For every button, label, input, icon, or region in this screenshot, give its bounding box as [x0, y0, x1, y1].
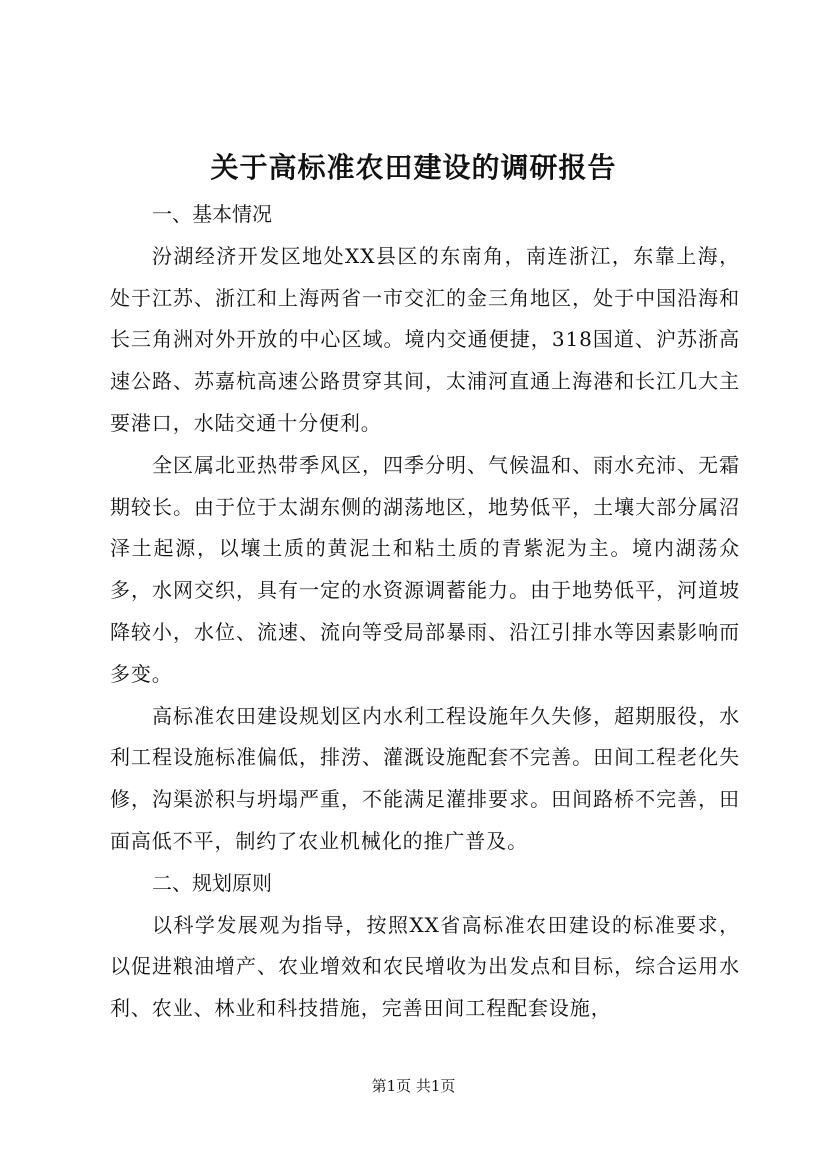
page-footer: 第1页 共1页 — [371, 1077, 456, 1095]
paragraph: 汾湖经济开发区地处XX县区的东南角，南连浙江，东靠上海，处于江苏、浙江和上海两省一市交汇的金三角地区，处于中国沿海和长三角洲对外开放的中心区域。境内交通便捷，318国道、沪苏浙高速公路、苏嘉杭高速公路贯穿其间，太浦河直通上海港和长江几大主要港口，水陆交通十分便利。 — [110, 243, 740, 435]
document-body — [110, 194, 740, 1030]
paragraph: 以科学发展观为指导，按照XX省高标准农田建设的标准要求，以促进粮油增产、农业增效和农民增收为出发点和目标，综合运用水利、农业、林业和科技措施，完善田间工程配套设施， — [110, 912, 740, 1021]
paragraph: 高标准农田建设规划区内水利工程设施年久失修，超期服役，水利工程设施标准偏低，排涝、灌溉设施配套不完善。田间工程老化失修，沟渠淤积与坍塌严重，不能满足灌排要求。田间路桥不完善，田面高低不平，制约了农业机械化的推广普及。 — [110, 703, 740, 853]
section-heading: 二、规划原则 — [152, 870, 272, 895]
paragraph: 全区属北亚热带季风区，四季分明、气候温和、雨水充沛、无霜期较长。由于位于太湖东侧的湖荡地区，地势低平，土壤大部分属沼泽土起源，以壤土质的黄泥土和粘土质的青紫泥为主。境内湖荡众多，水网交织，具有一定的水资源调蓄能力。由于地势低平，河道坡降较小，水位、流速、流向等受局部暴雨、沿江引排水等因素影响而多变。 — [110, 452, 740, 686]
document-title: 关于高标准农田建设的调研报告 — [210, 151, 617, 184]
section-heading: 一、基本情况 — [152, 202, 272, 226]
